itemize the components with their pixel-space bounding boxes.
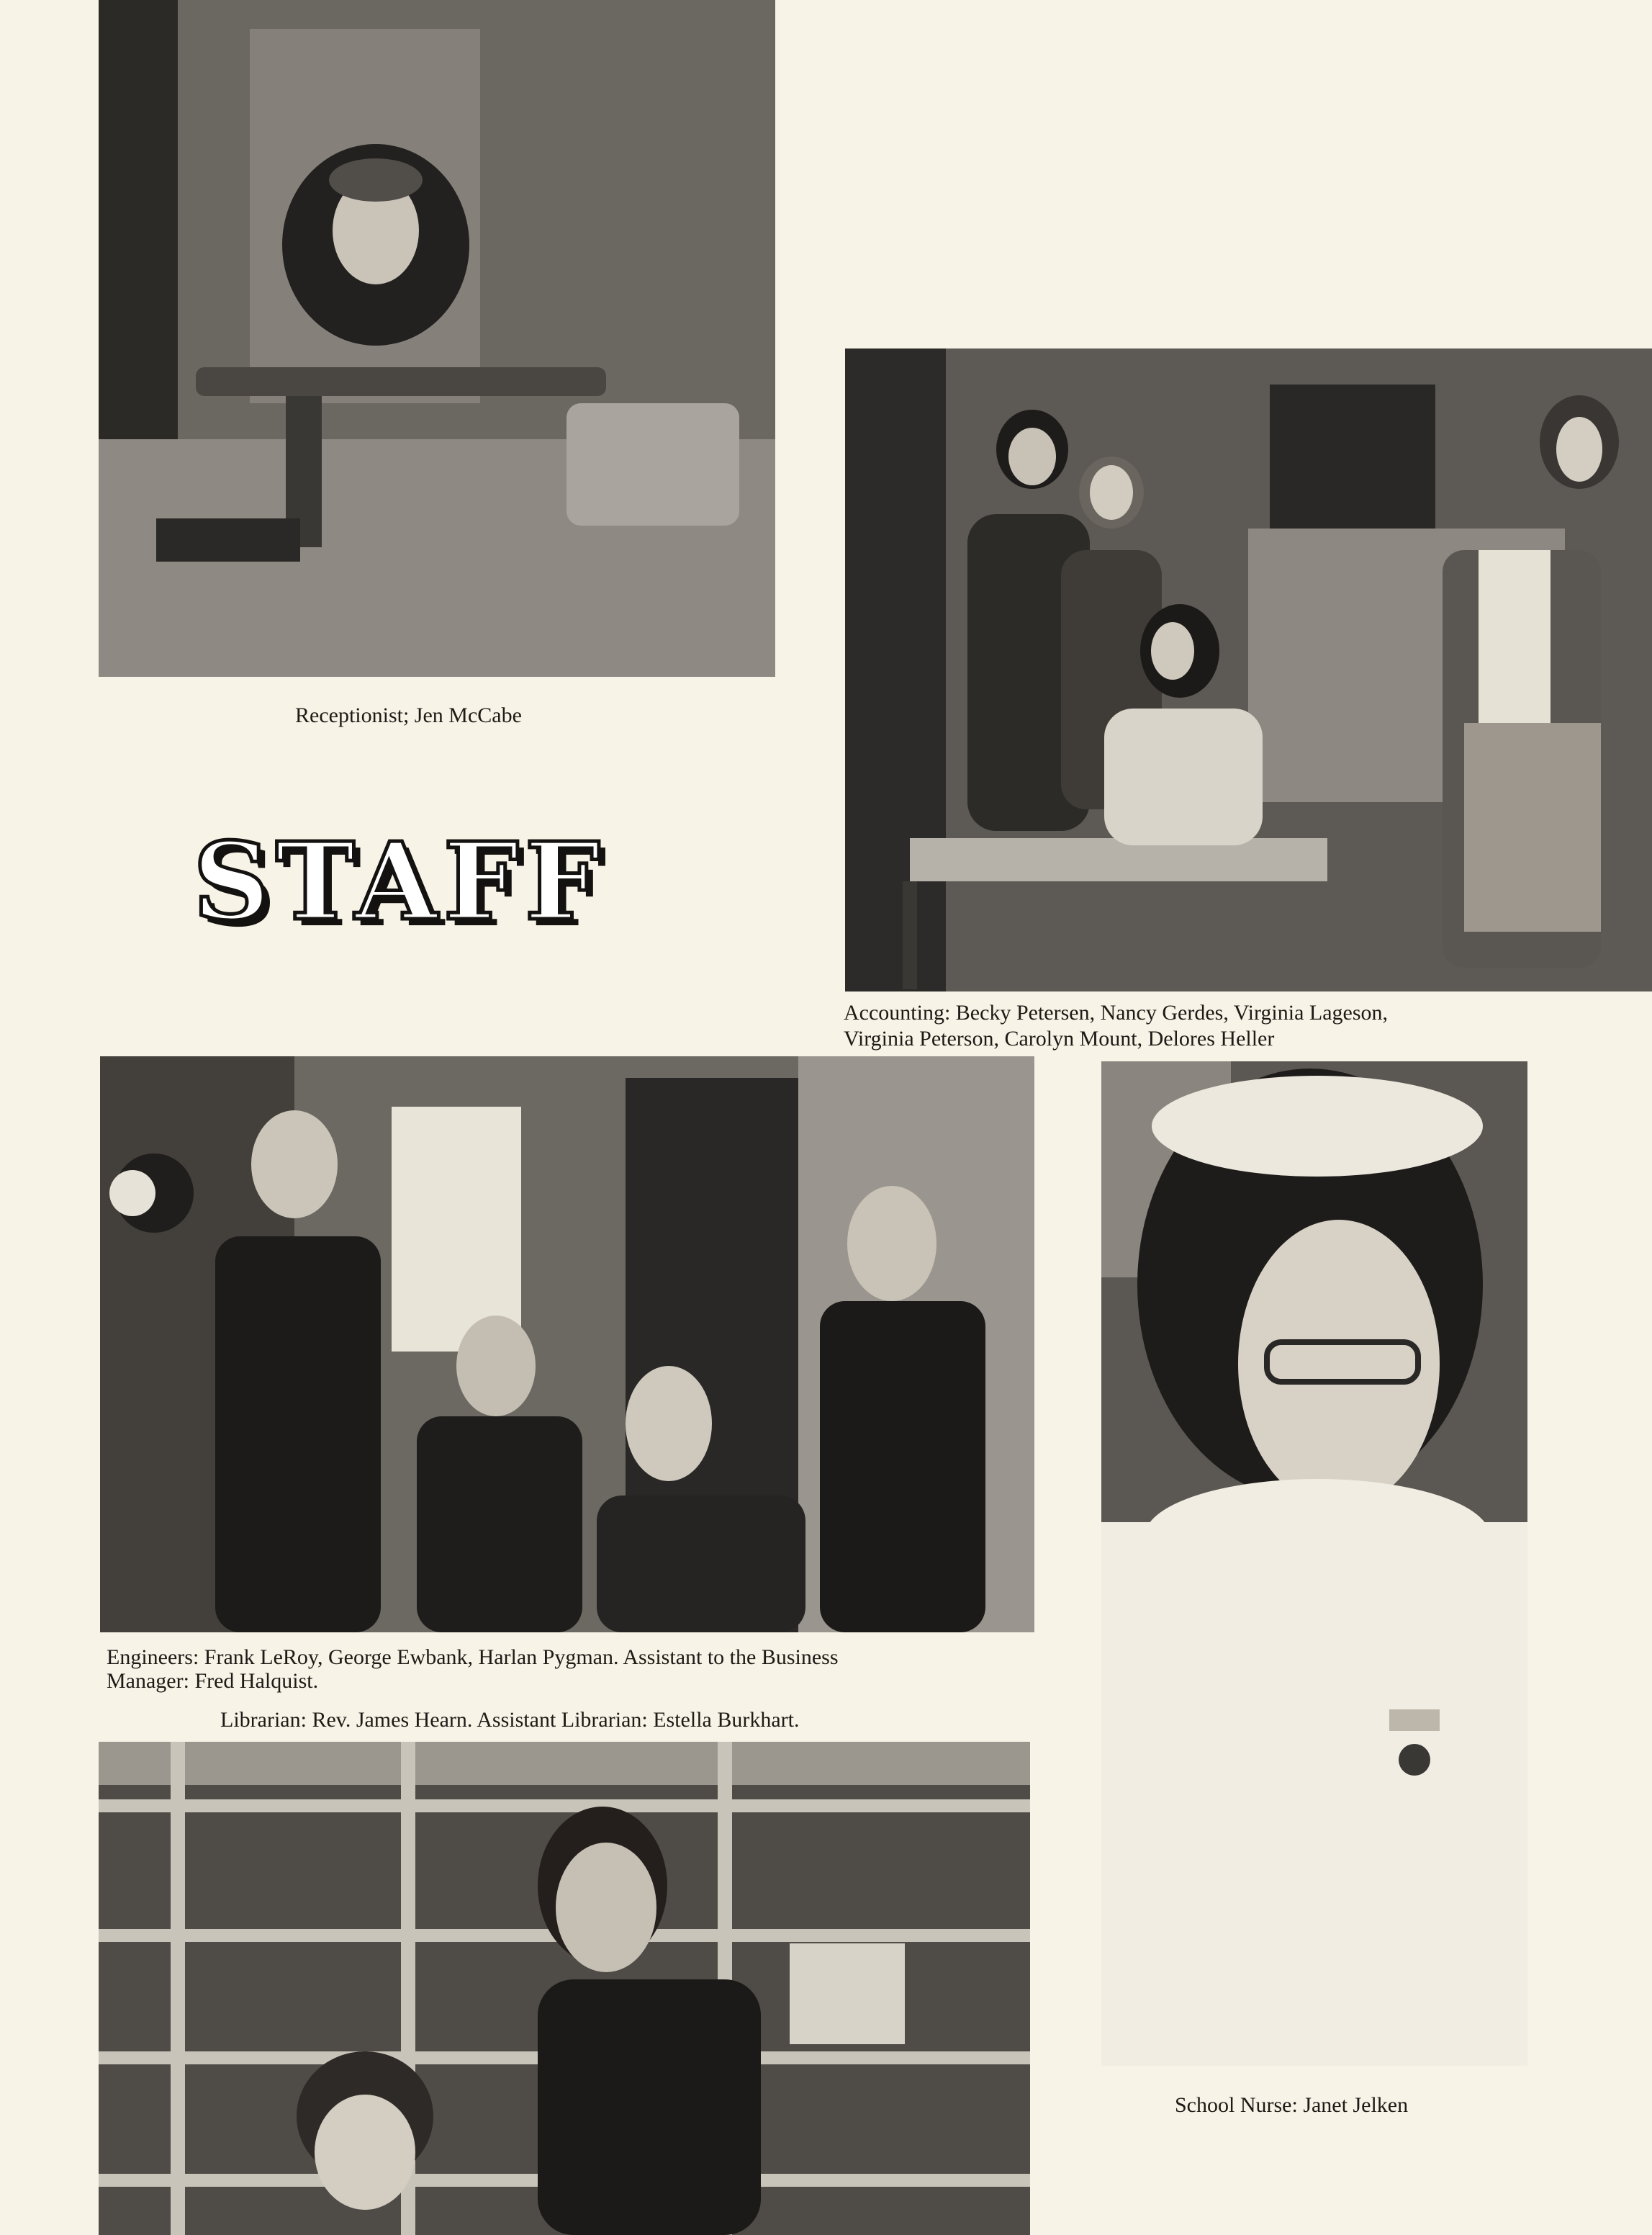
librarian-photo bbox=[99, 1742, 1030, 2235]
page-title: STAFF bbox=[193, 819, 606, 944]
nurse-caption: School Nurse: Janet Jelken bbox=[1175, 2093, 1409, 2117]
receptionist-photo bbox=[99, 0, 775, 677]
engineers-caption-line1: Engineers: Frank LeRoy, George Ewbank, Harlan Pygman. Assistant to the Business bbox=[107, 1645, 839, 1669]
accounting-photo bbox=[845, 348, 1652, 991]
accounting-caption-line2: Virginia Peterson, Carolyn Mount, Delores Heller bbox=[844, 1027, 1275, 1051]
engineers-photo bbox=[100, 1056, 1034, 1632]
nurse-photo bbox=[1101, 1061, 1527, 2066]
engineers-caption-line2: Manager: Fred Halquist. bbox=[107, 1669, 319, 1693]
receptionist-caption: Receptionist; Jen McCabe bbox=[295, 703, 522, 727]
librarian-caption: Librarian: Rev. James Hearn. Assistant Librarian: Estella Burkhart. bbox=[220, 1708, 800, 1732]
accounting-caption-line1: Accounting: Becky Petersen, Nancy Gerdes, Virginia Lageson, bbox=[844, 1001, 1389, 1025]
